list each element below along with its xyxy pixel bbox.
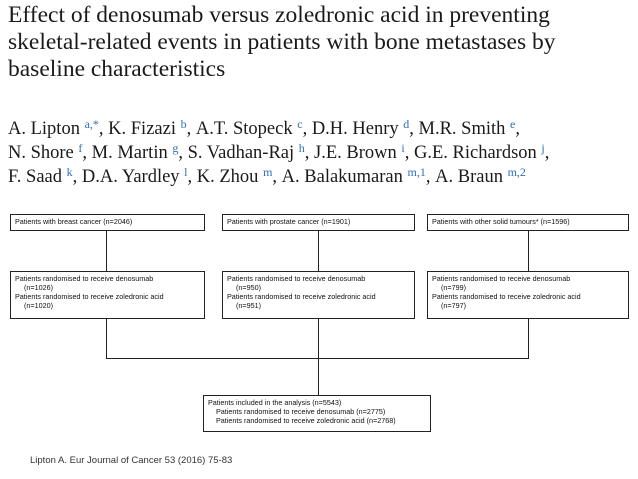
merge-line [106, 358, 529, 359]
other-randomisation-box [427, 271, 629, 319]
denosumab-label: Patients randomised to receive denosumab [15, 274, 154, 283]
author: G.E. Richardson $^j$, [413, 141, 550, 163]
zoledronic-count: (n=1020) [24, 301, 53, 310]
author-line-3 [8, 165, 636, 189]
denosumab-label: Patients randomised to receive denosumab [227, 274, 366, 283]
other-tumours-label: Patients with other solid tumours* (n=1596) [432, 217, 570, 226]
author-line-1 [8, 117, 636, 141]
zoledronic-label: Patients randomised to receive zoledronic acid [15, 292, 164, 301]
breast-cancer-box [10, 214, 205, 231]
zoledronic-label: Patients randomised to receive zoledronic acid [432, 292, 581, 301]
denosumab-label: Patients randomised to receive denosumab [432, 274, 571, 283]
author: A. Lipton $^{a,*}$, [8, 117, 109, 139]
connector-line [318, 231, 319, 271]
prostate-cancer-box [222, 214, 415, 231]
connector-line [318, 319, 319, 395]
prostate-randomisation-box [222, 271, 415, 319]
citation: Lipton A. Eur Journal of Cancer 53 (2016) 75-83 [30, 455, 233, 466]
analysis-box [203, 395, 431, 432]
author: A. Balakumaran $^{m,1}$, [281, 165, 436, 187]
author: M.R. Smith $^e$, [418, 117, 520, 139]
connector-line [106, 231, 107, 271]
connector-line [528, 231, 529, 271]
analysis-zoledronic: Patients randomised to receive zoledronic acid (n=2768) [216, 416, 396, 425]
connector-line [528, 319, 529, 359]
paper-title: Effect of denosumab versus zoledronic acid in preventing skeletal-related events in patients with bone metastases by baseline characteristics [8, 2, 556, 82]
breast-cancer-label: Patients with breast cancer (n=2046) [15, 217, 133, 226]
breast-randomisation-box [10, 271, 205, 319]
zoledronic-label: Patients randomised to receive zoledronic acid [227, 292, 376, 301]
denosumab-count: (n=950) [236, 283, 261, 292]
author: D.H. Henry $^d$, [311, 117, 419, 139]
author-line-2 [8, 141, 636, 165]
author: K. Zhou $^m$, [196, 165, 282, 187]
denosumab-count: (n=799) [441, 283, 466, 292]
connector-line [106, 319, 107, 359]
analysis-denosumab: Patients randomised to receive denosumab (n=2775) [216, 407, 386, 416]
author: F. Saad $^k$, [8, 165, 82, 187]
zoledronic-count: (n=797) [441, 301, 466, 310]
prostate-cancer-label: Patients with prostate cancer (n=1901) [227, 217, 351, 226]
other-tumours-box [427, 214, 629, 231]
author: A. Braun $^{m,2}$ [435, 165, 526, 187]
author: M. Martin $^g$, [91, 141, 188, 163]
author: A.T. Stopeck $^c$, [195, 117, 312, 139]
zoledronic-count: (n=951) [236, 301, 261, 310]
author: K. Fizazi $^b$, [108, 117, 196, 139]
denosumab-count: (n=1026) [24, 283, 53, 292]
author: D.A. Yardley $^l$, [81, 165, 197, 187]
author: N. Shore $^f$, [8, 141, 92, 163]
author: S. Vadhan-Raj $^h$, [187, 141, 315, 163]
analysis-label: Patients included in the analysis (n=5543) [208, 398, 342, 407]
author: J.E. Brown $^i$, [314, 141, 414, 163]
author-list [8, 117, 636, 189]
